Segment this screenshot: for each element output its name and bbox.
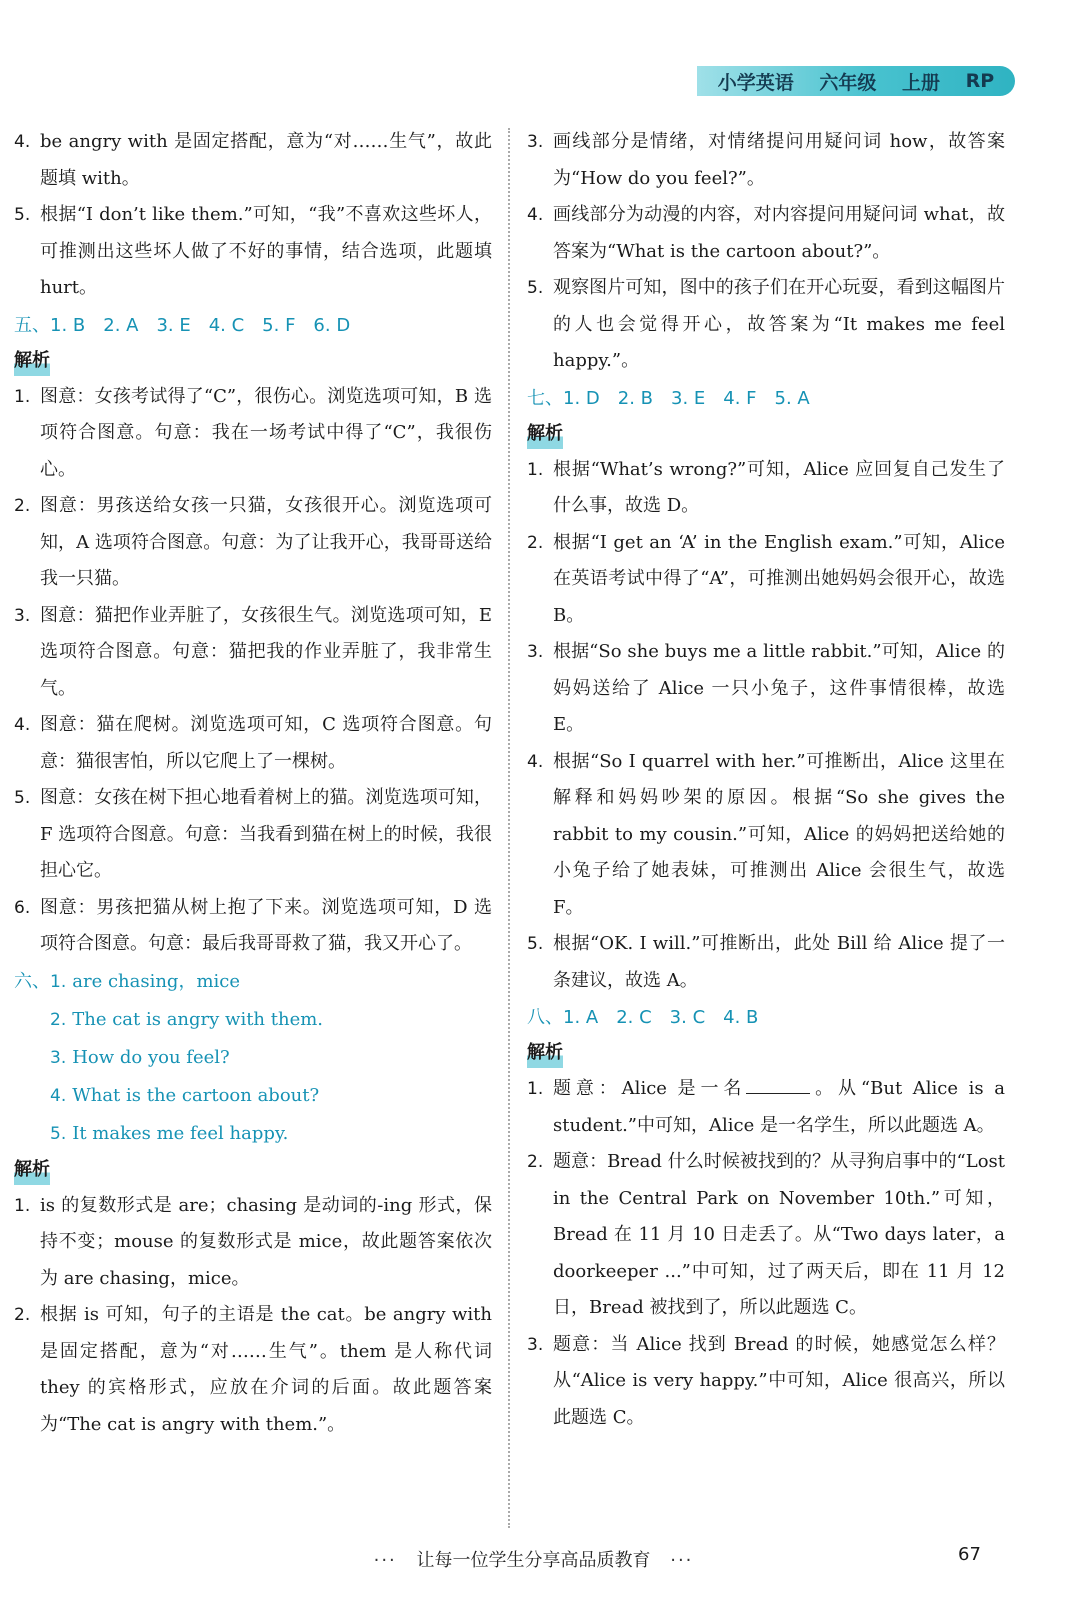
analysis-label: 解析 (527, 1038, 563, 1068)
right-column (527, 124, 1005, 1436)
analysis-label: 解析 (14, 346, 50, 376)
section-8-answers: 八、1. A 2. C 3. C 4. B (527, 1007, 759, 1028)
list-item: 3. 根据“So she buys me a little rabbit.”可知，Alice 的妈妈送给了 Alice 一只小兔子，这件事情很棒，故选 E。 (527, 641, 1005, 735)
header-tab (697, 66, 1015, 96)
list-item: 1. 图意：女孩考试得了“C”，很伤心。浏览选项可知，B 选项符合图意。句意：我在一场考试中得了“C”，我很伤心。 (14, 385, 492, 480)
list-item: 4. 画线部分为动漫的内容，对内容提问用疑问词 what，故答案为“What is the cartoon about?”。 (527, 204, 1005, 262)
footer-dots-right: ··· (670, 1550, 694, 1571)
list-item: 4. be angry with 是固定搭配，意为“对……生气”，故此题填 with。 (14, 131, 492, 189)
header-edition: RP (965, 70, 995, 92)
list-item: 5. 观察图片可知，图中的孩子们在开心玩耍，看到这幅图片的人也会觉得开心，故答案为“It makes me feel happy.”。 (527, 277, 1005, 371)
list-item: 1. 根据“What’s wrong?”可知，Alice 应回复自己发生了什么事，故选 D。 (527, 458, 1005, 516)
answer-line: 2. The cat is angry with them. (50, 1008, 324, 1030)
answer-line: 1. are chasing，mice (50, 970, 241, 992)
list-item: 5. 图意：女孩在树下担心地看着树上的猫。浏览选项可知，F 选项符合图意。句意：当我看到猫在树上的时候，我很担心它。 (14, 787, 492, 881)
list-item: 2. 根据 is 可知，句子的主语是 the cat。be angry with 是固定搭配，意为“对……生气”。them 是人称代词 they 的宾格形式，应放在介词的后面。故此题答案为“The cat is angry with them.”。 (14, 1304, 492, 1435)
footer-dots-left: ··· (373, 1550, 397, 1571)
analysis-label: 解析 (527, 419, 563, 449)
list-item: 5. 根据“I don’t like them.”可知，“我”不喜欢这些坏人，可推测出这些坏人做了不好的事情，结合选项，此题填 hurt。 (14, 204, 492, 298)
column-divider (508, 128, 510, 1528)
list-item: 4. 根据“So I quarrel with her.”可推断出，Alice 这里在解释和妈妈吵架的原因。根据“So she gives the rabbit to my cousin.”可知，Alice 的妈妈把送给她的小兔子给了她表妹，可推测出 Alice 会很生气，故选 F。 (527, 750, 1005, 918)
list-item: 2. 根据“I get an ‘A’ in the English exam.”可知，Alice 在英语考试中得了“A”，可推测出她妈妈会很开心，故选 B。 (527, 531, 1005, 626)
section-7-answers: 七、1. D 2. B 3. E 4. F 5. A (527, 387, 810, 409)
list-item: 2. 图意：男孩送给女孩一只猫，女孩很开心。浏览选项可知，A 选项符合图意。句意：为了让我开心，我哥哥送给我一只猫。 (14, 495, 492, 589)
header-subject: 小学英语 (717, 71, 794, 94)
section-5-answers: 五、1. B 2. A 3. E 4. C 5. F 6. D (14, 314, 351, 336)
answer-line: 5. It makes me feel happy. (50, 1122, 289, 1144)
footer-slogan: 让每一位学生分享高品质教育 (416, 1550, 651, 1571)
section-6-answers (14, 963, 492, 1153)
list-item: 5. 根据“OK. I will.”可推断出，此处 Bill 给 Alice 提了一条建议，故选 A。 (527, 933, 1005, 991)
answer-line: 4. What is the cartoon about? (50, 1084, 320, 1106)
list-item: 1. is 的复数形式是 are；chasing 是动词的-ing 形式，保持不变；mouse 的复数形式是 mice，故此题答案依次为 are chasing，mice。 (14, 1194, 492, 1289)
header-grade: 六年级 (819, 71, 877, 94)
list-item: 3. 画线部分是情绪，对情绪提问用疑问词 how，故答案为“How do you feel?”。 (527, 131, 1005, 189)
list-item: 4. 图意：猫在爬树。浏览选项可知，C 选项符合图意。句意：猫很害怕，所以它爬上了一棵树。 (14, 714, 492, 772)
answer-line: 3. How do you feel? (50, 1046, 230, 1068)
list-item: 3. 图意：猫把作业弄脏了，女孩很生气。浏览选项可知，E 选项符合图意。句意：猫把我的作业弄脏了，我非常生气。 (14, 604, 492, 699)
answer-blank (746, 1093, 810, 1094)
list-item: 2. 题意：Bread 什么时候被找到的？从寻狗启事中的“Lost in the Central Park on November 10th.”可知，Bread 在 11 月 10 日走丢了。从“Two days later，a doorkeeper ...”中可知，过了两天后，即在 11 月 12 日，Bread 被找到了，所以此题选 C。 (527, 1151, 1005, 1318)
list-item: 1. 题意：Alice 是一名 。从“But Alice is a student.”中可知，Alice 是一名学生，所以此题选 A。 (527, 1078, 1005, 1136)
analysis-label: 解析 (14, 1155, 50, 1185)
list-item: 3. 题意：当 Alice 找到 Bread 的时候，她感觉怎么样？从“Alice is very happy.”中可知，Alice 很高兴，所以此题选 C。 (527, 1333, 1005, 1428)
left-column: 4. be angry with 是固定搭配，意为“对……生气”，故此题填 with。 5. 根据“I don’t like them.”可知，“我”不喜欢这些坏人，可推测出这些坏人做了不好的事情，结合选项，此题填 hurt。 五、1. B 2. A 3. E 4. C 5. F 6. D 解析 1. 图意：女孩考试得了“C”，很伤心。浏览选项可知，B 选项符合图意。句意：我在一场考试中得了“C”，我很伤心。 2. 图意：男孩送给女孩一只猫，女孩很开心。浏览选项可知，A 选项符合图意。句意：为了让我开心，我哥哥送给我一只猫。 3. 图意：猫把作业弄脏了，女孩很生气。浏览选项可知，E 选项符合图意。句意：猫把我的作业弄脏了，我非常生气。 4. 图意：猫在爬树。浏览选项可知，C 选项符合图意。句意：猫很害怕，所以它爬上了一棵树。 5. 图意：女孩在树下担心地看着树上的猫。浏览选项可知，F 选项符合图意。句意：当我看到猫在树上的时候，我很担心它。 6. 图意：男孩把猫从树上抱了下来。浏览选项可知，D 选项符合图意。句意：最后我哥哥救了猫，我又开心了。 六、 1. are chasing，mice 2. The cat is angry with them. 3. How do you feel? 4. What is the cartoon about? 5. It makes me feel happy. 解析 1. is 的复数形式是 are；chasing 是动词的-ing 形式，保持不变；mouse 的复数形式是 mice，故此题答案依次为 are chasing，mice。 2. 根据 is 可知，句子的主语是 the cat。be angry with 是固定搭配，意为“对……生气”。them 是人称代词 they 的宾格形式，应放在介词的后面。故此题答案为“The cat is angry with them.”。 (14, 124, 492, 1443)
page-number: 67 (958, 1544, 981, 1565)
header-volume: 上册 (902, 71, 941, 94)
footer (0, 1546, 1067, 1572)
list-item: 6. 图意：男孩把猫从树上抱了下来。浏览选项可知，D 选项符合图意。句意：最后我哥哥救了猫，我又开心了。 (14, 896, 492, 954)
